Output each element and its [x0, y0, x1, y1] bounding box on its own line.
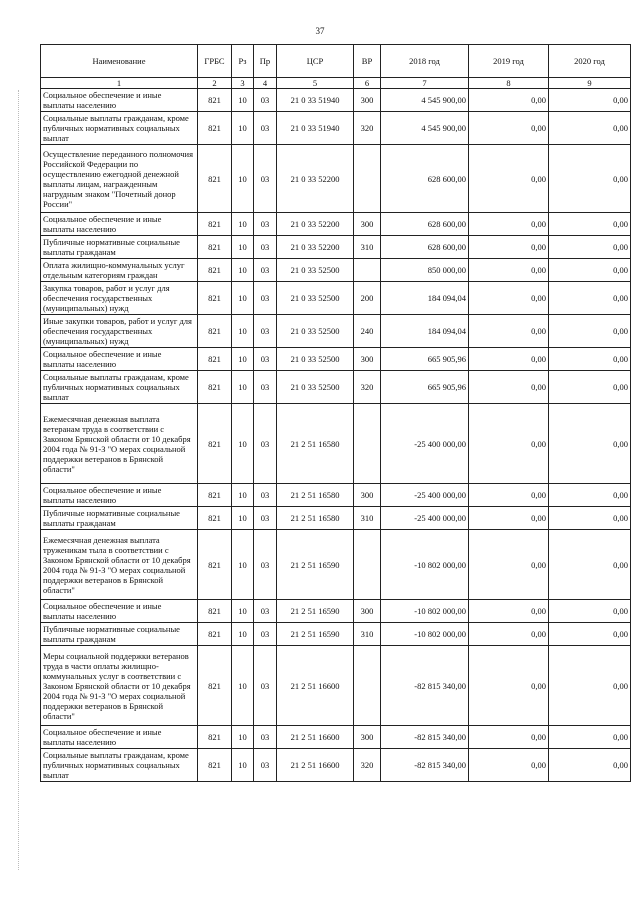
cell-2019: 0,00	[469, 112, 549, 145]
cell-2020: 0,00	[549, 600, 631, 623]
cell-csr: 21 2 51 16600	[277, 726, 354, 749]
cell-csr: 21 2 51 16580	[277, 404, 354, 484]
cell-grbs: 821	[198, 282, 232, 315]
cell-2020: 0,00	[549, 282, 631, 315]
cell-name: Социальное обеспечение и иные выплаты населению	[41, 89, 198, 112]
cell-name: Социальное обеспечение и иные выплаты населению	[41, 484, 198, 507]
cell-rz: 10	[232, 749, 254, 782]
cell-vr	[354, 259, 381, 282]
cell-grbs: 821	[198, 749, 232, 782]
cell-vr: 310	[354, 507, 381, 530]
cell-csr: 21 2 51 16590	[277, 600, 354, 623]
cell-pr: 03	[254, 404, 277, 484]
cell-2018: 4 545 900,00	[381, 89, 469, 112]
cell-pr: 03	[254, 646, 277, 726]
cell-vr: 320	[354, 112, 381, 145]
table-row	[41, 236, 631, 259]
cell-2018: 628 600,00	[381, 236, 469, 259]
cell-csr: 21 2 51 16580	[277, 484, 354, 507]
cell-2018: 665 905,96	[381, 348, 469, 371]
table-row	[41, 213, 631, 236]
cell-rz: 10	[232, 315, 254, 348]
cell-pr: 03	[254, 507, 277, 530]
column-number: 2	[198, 78, 232, 89]
cell-vr: 310	[354, 623, 381, 646]
cell-grbs: 821	[198, 646, 232, 726]
cell-name: Иные закупки товаров, работ и услуг для обеспечения государственных (муниципальных) нужд	[41, 315, 198, 348]
cell-2018: -82 815 340,00	[381, 646, 469, 726]
cell-pr: 03	[254, 484, 277, 507]
column-number: 1	[41, 78, 198, 89]
cell-name: Публичные нормативные социальные выплаты гражданам	[41, 623, 198, 646]
header-2019: 2019 год	[469, 45, 549, 78]
cell-2018: 628 600,00	[381, 213, 469, 236]
cell-pr: 03	[254, 112, 277, 145]
cell-pr: 03	[254, 145, 277, 213]
cell-csr: 21 0 33 52500	[277, 315, 354, 348]
table-row	[41, 484, 631, 507]
column-number: 8	[469, 78, 549, 89]
cell-vr: 300	[354, 600, 381, 623]
cell-vr	[354, 646, 381, 726]
header-2018: 2018 год	[381, 45, 469, 78]
table-row	[41, 749, 631, 782]
cell-2018: 184 094,04	[381, 315, 469, 348]
cell-2020: 0,00	[549, 89, 631, 112]
table-row	[41, 600, 631, 623]
cell-vr: 320	[354, 749, 381, 782]
cell-rz: 10	[232, 371, 254, 404]
cell-csr: 21 2 51 16600	[277, 646, 354, 726]
cell-csr: 21 0 33 52500	[277, 282, 354, 315]
cell-grbs: 821	[198, 726, 232, 749]
cell-rz: 10	[232, 89, 254, 112]
cell-2018: 4 545 900,00	[381, 112, 469, 145]
cell-2019: 0,00	[469, 726, 549, 749]
cell-name: Социальные выплаты гражданам, кроме публичных нормативных социальных выплат	[41, 749, 198, 782]
cell-2018: 184 094,04	[381, 282, 469, 315]
column-numbers-row	[41, 78, 631, 89]
cell-csr: 21 0 33 51940	[277, 89, 354, 112]
cell-csr: 21 0 33 52200	[277, 145, 354, 213]
cell-2018: -82 815 340,00	[381, 749, 469, 782]
cell-csr: 21 0 33 52500	[277, 348, 354, 371]
cell-pr: 03	[254, 623, 277, 646]
cell-pr: 03	[254, 530, 277, 600]
cell-2020: 0,00	[549, 646, 631, 726]
column-number: 6	[354, 78, 381, 89]
cell-2020: 0,00	[549, 213, 631, 236]
column-number: 5	[277, 78, 354, 89]
cell-name: Публичные нормативные социальные выплаты гражданам	[41, 507, 198, 530]
cell-rz: 10	[232, 530, 254, 600]
cell-pr: 03	[254, 236, 277, 259]
cell-rz: 10	[232, 282, 254, 315]
cell-grbs: 821	[198, 145, 232, 213]
cell-2018: 850 000,00	[381, 259, 469, 282]
cell-2018: -25 400 000,00	[381, 484, 469, 507]
cell-grbs: 821	[198, 315, 232, 348]
cell-2019: 0,00	[469, 404, 549, 484]
cell-name: Публичные нормативные социальные выплаты гражданам	[41, 236, 198, 259]
cell-rz: 10	[232, 259, 254, 282]
cell-pr: 03	[254, 348, 277, 371]
cell-csr: 21 0 33 52200	[277, 213, 354, 236]
cell-vr: 310	[354, 236, 381, 259]
cell-name: Социальное обеспечение и иные выплаты населению	[41, 726, 198, 749]
cell-2020: 0,00	[549, 112, 631, 145]
cell-2019: 0,00	[469, 348, 549, 371]
cell-pr: 03	[254, 259, 277, 282]
cell-2018: 665 905,96	[381, 371, 469, 404]
cell-2019: 0,00	[469, 623, 549, 646]
cell-rz: 10	[232, 646, 254, 726]
cell-2019: 0,00	[469, 145, 549, 213]
cell-grbs: 821	[198, 348, 232, 371]
cell-2018: -10 802 000,00	[381, 600, 469, 623]
table-row	[41, 646, 631, 726]
cell-2019: 0,00	[469, 600, 549, 623]
table-header-row	[41, 45, 631, 78]
cell-name: Социальное обеспечение и иные выплаты населению	[41, 213, 198, 236]
cell-pr: 03	[254, 600, 277, 623]
cell-rz: 10	[232, 600, 254, 623]
cell-2020: 0,00	[549, 145, 631, 213]
cell-vr	[354, 530, 381, 600]
cell-grbs: 821	[198, 112, 232, 145]
cell-pr: 03	[254, 282, 277, 315]
header-2020: 2020 год	[549, 45, 631, 78]
cell-2019: 0,00	[469, 89, 549, 112]
cell-pr: 03	[254, 371, 277, 404]
table-row	[41, 112, 631, 145]
cell-rz: 10	[232, 507, 254, 530]
table-row	[41, 623, 631, 646]
header-name: Наименование	[41, 45, 198, 78]
budget-table	[40, 44, 631, 782]
header-csr: ЦСР	[277, 45, 354, 78]
cell-rz: 10	[232, 726, 254, 749]
cell-name: Меры социальной поддержки ветеранов труда в части оплаты жилищно-коммунальных услуг в соответствии с Законом Брянской области от 10 декабря 2004 года № 91-З "О мерах социальной поддержки ветеранов в Брянской области"	[41, 646, 198, 726]
cell-name: Социальное обеспечение и иные выплаты населению	[41, 348, 198, 371]
cell-csr: 21 2 51 16590	[277, 623, 354, 646]
header-pr: Пр	[254, 45, 277, 78]
table-row	[41, 726, 631, 749]
header-vr: ВР	[354, 45, 381, 78]
table-row	[41, 259, 631, 282]
table-row	[41, 348, 631, 371]
cell-name: Социальные выплаты гражданам, кроме публичных нормативных социальных выплат	[41, 112, 198, 145]
cell-rz: 10	[232, 484, 254, 507]
cell-2018: -25 400 000,00	[381, 507, 469, 530]
table-row	[41, 371, 631, 404]
cell-pr: 03	[254, 89, 277, 112]
cell-2018: -10 802 000,00	[381, 530, 469, 600]
cell-2020: 0,00	[549, 623, 631, 646]
cell-2019: 0,00	[469, 236, 549, 259]
column-number: 7	[381, 78, 469, 89]
table-row	[41, 507, 631, 530]
page-number: 37	[315, 26, 325, 36]
cell-2020: 0,00	[549, 236, 631, 259]
cell-grbs: 821	[198, 213, 232, 236]
cell-vr: 300	[354, 726, 381, 749]
cell-vr	[354, 404, 381, 484]
table-row	[41, 282, 631, 315]
cell-pr: 03	[254, 315, 277, 348]
cell-2019: 0,00	[469, 646, 549, 726]
table-row	[41, 89, 631, 112]
cell-csr: 21 2 51 16590	[277, 530, 354, 600]
cell-2018: -82 815 340,00	[381, 726, 469, 749]
cell-rz: 10	[232, 112, 254, 145]
cell-name: Социальные выплаты гражданам, кроме публичных нормативных социальных выплат	[41, 371, 198, 404]
cell-2020: 0,00	[549, 726, 631, 749]
cell-grbs: 821	[198, 259, 232, 282]
cell-2019: 0,00	[469, 484, 549, 507]
table-row	[41, 315, 631, 348]
cell-2020: 0,00	[549, 315, 631, 348]
header-grbs: ГРБС	[198, 45, 232, 78]
cell-vr: 300	[354, 213, 381, 236]
cell-csr: 21 0 33 52500	[277, 259, 354, 282]
cell-2018: -10 802 000,00	[381, 623, 469, 646]
cell-2020: 0,00	[549, 371, 631, 404]
cell-rz: 10	[232, 145, 254, 213]
cell-grbs: 821	[198, 507, 232, 530]
cell-grbs: 821	[198, 404, 232, 484]
cell-grbs: 821	[198, 236, 232, 259]
cell-2019: 0,00	[469, 507, 549, 530]
cell-2020: 0,00	[549, 749, 631, 782]
cell-2020: 0,00	[549, 530, 631, 600]
cell-grbs: 821	[198, 484, 232, 507]
cell-vr: 300	[354, 484, 381, 507]
cell-2019: 0,00	[469, 371, 549, 404]
cell-2020: 0,00	[549, 507, 631, 530]
cell-2019: 0,00	[469, 530, 549, 600]
cell-name: Социальное обеспечение и иные выплаты населению	[41, 600, 198, 623]
cell-grbs: 821	[198, 89, 232, 112]
cell-name: Оплата жилищно-коммунальных услуг отдельным категориям граждан	[41, 259, 198, 282]
cell-2020: 0,00	[549, 484, 631, 507]
cell-rz: 10	[232, 236, 254, 259]
cell-csr: 21 0 33 52200	[277, 236, 354, 259]
cell-csr: 21 0 33 51940	[277, 112, 354, 145]
cell-vr: 300	[354, 89, 381, 112]
cell-2018: -25 400 000,00	[381, 404, 469, 484]
cell-pr: 03	[254, 213, 277, 236]
cell-csr: 21 0 33 52500	[277, 371, 354, 404]
column-number: 3	[232, 78, 254, 89]
cell-name: Закупка товаров, работ и услуг для обеспечения государственных (муниципальных) нужд	[41, 282, 198, 315]
cell-2019: 0,00	[469, 259, 549, 282]
column-number: 9	[549, 78, 631, 89]
cell-vr: 200	[354, 282, 381, 315]
cell-pr: 03	[254, 749, 277, 782]
cell-name: Ежемесячная денежная выплата труженикам тыла в соответствии с Законом Брянской области от 10 декабря 2004 года № 91-З "О мерах социальной поддержки ветеранов в Брянской области"	[41, 530, 198, 600]
cell-2019: 0,00	[469, 282, 549, 315]
cell-grbs: 821	[198, 530, 232, 600]
cell-pr: 03	[254, 726, 277, 749]
cell-vr	[354, 145, 381, 213]
cell-rz: 10	[232, 348, 254, 371]
cell-vr: 240	[354, 315, 381, 348]
table-row	[41, 530, 631, 600]
cell-2020: 0,00	[549, 348, 631, 371]
cell-rz: 10	[232, 213, 254, 236]
cell-vr: 320	[354, 371, 381, 404]
cell-csr: 21 2 51 16600	[277, 749, 354, 782]
header-rz: Рз	[232, 45, 254, 78]
scan-margin-marks	[18, 90, 23, 870]
cell-rz: 10	[232, 623, 254, 646]
cell-2020: 0,00	[549, 259, 631, 282]
cell-rz: 10	[232, 404, 254, 484]
cell-csr: 21 2 51 16580	[277, 507, 354, 530]
cell-2019: 0,00	[469, 749, 549, 782]
cell-2019: 0,00	[469, 213, 549, 236]
cell-grbs: 821	[198, 371, 232, 404]
cell-vr: 300	[354, 348, 381, 371]
cell-grbs: 821	[198, 600, 232, 623]
cell-name: Ежемесячная денежная выплата ветеранам труда в соответствии с Законом Брянской области от 10 декабря 2004 года № 91-З "О мерах социальной поддержки ветеранов в Брянской области"	[41, 404, 198, 484]
column-number: 4	[254, 78, 277, 89]
cell-2018: 628 600,00	[381, 145, 469, 213]
cell-name: Осуществление переданного полномочия Российской Федерации по осуществлению ежегодной денежной выплаты лицам, награжденным нагрудным знаком "Почетный донор России"	[41, 145, 198, 213]
table-body	[41, 89, 631, 782]
cell-2020: 0,00	[549, 404, 631, 484]
table-row	[41, 145, 631, 213]
cell-grbs: 821	[198, 623, 232, 646]
table-row	[41, 404, 631, 484]
cell-2019: 0,00	[469, 315, 549, 348]
